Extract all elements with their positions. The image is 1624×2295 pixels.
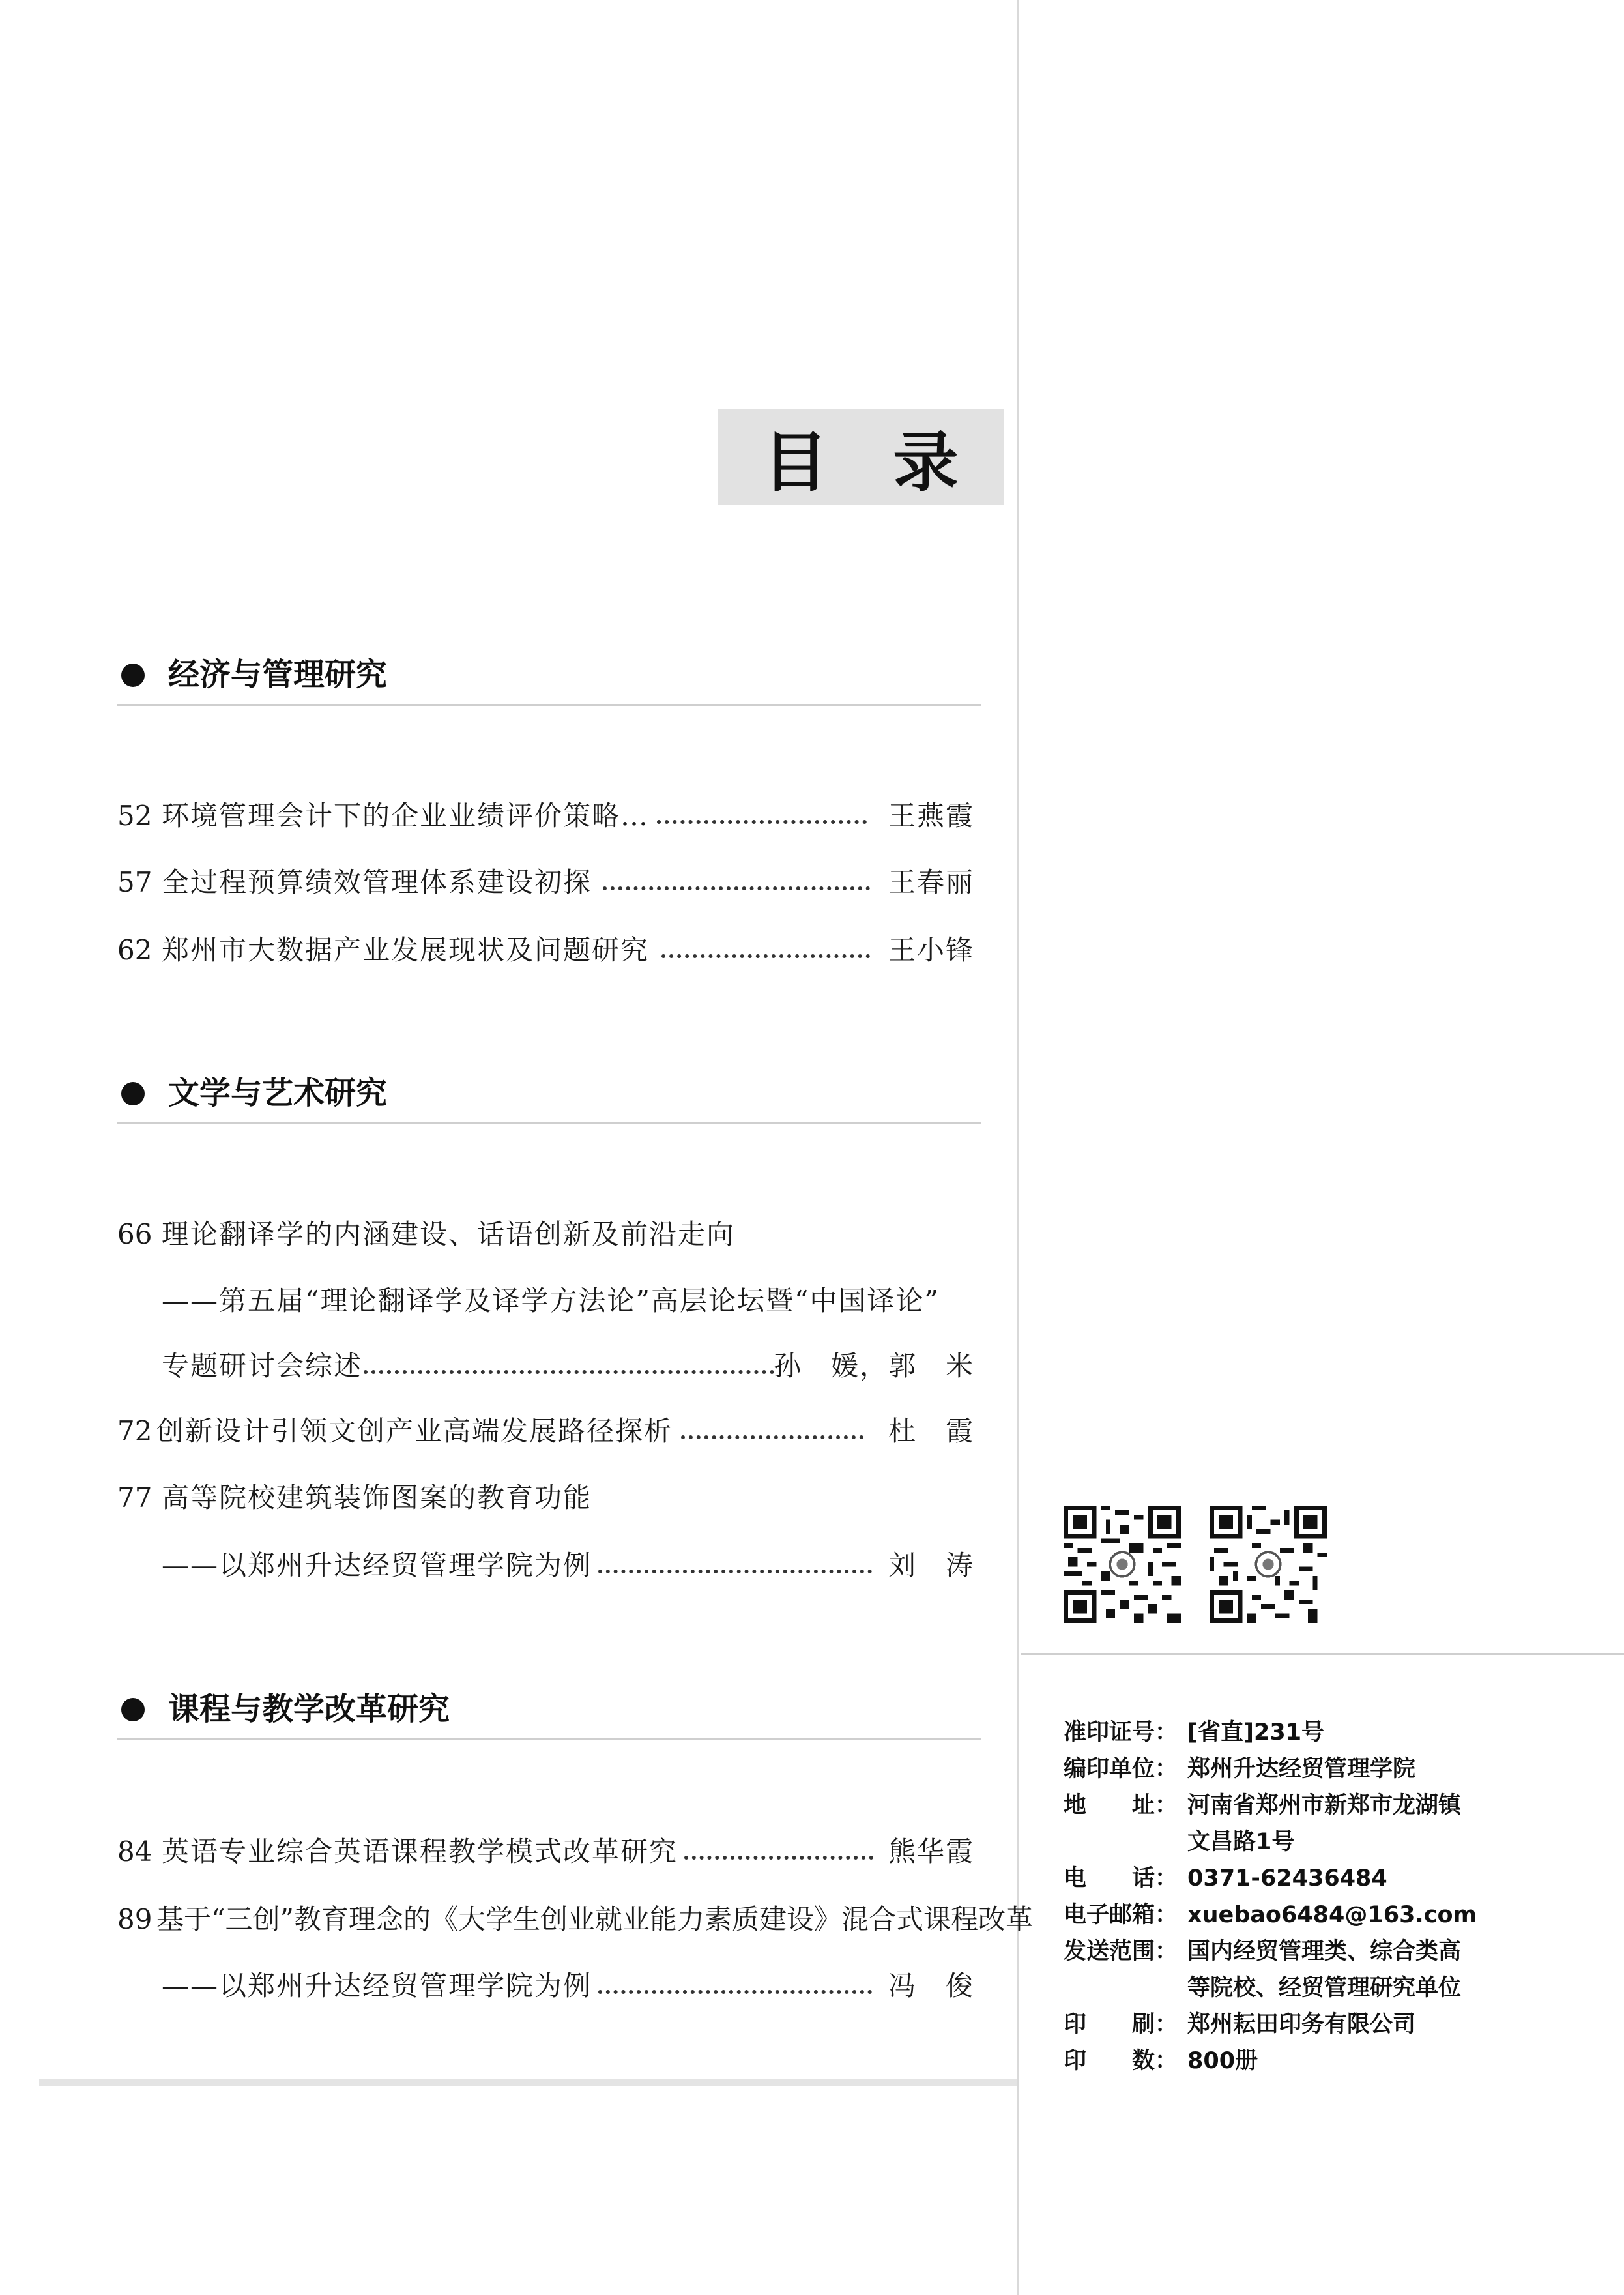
colophon-row [1064, 1824, 1611, 1860]
toc-entry[interactable] [117, 929, 981, 971]
dot-leader [684, 1856, 873, 1860]
entry-title: 英语专业综合英语课程教学模式改革研究 [162, 1835, 678, 1867]
entry-title: 高等院校建筑装饰图案的教育功能 [162, 1482, 592, 1513]
section-header [117, 1064, 981, 1124]
entry-title: 基于“三创”教育理念的《大学生创业就业能力素质建设》混合式课程改革 [156, 1903, 1033, 1935]
bullet-icon [121, 1082, 145, 1105]
colophon-label: 编印单位： [1064, 1756, 1178, 1782]
section-title: 经济与管理研究 [168, 656, 388, 693]
section-curriculum [117, 1680, 1033, 2002]
toc-entry-subtitle [117, 1545, 981, 1586]
colophon-row [1064, 1970, 1611, 2006]
colophon-label: 地 址： [1064, 1792, 1178, 1819]
toc-entry-subtitle [117, 1280, 981, 1322]
section-header [117, 1680, 981, 1740]
toc-entry[interactable] [117, 862, 981, 903]
page-number: 57 [117, 866, 152, 898]
entry-title: 环境管理会计下的企业业绩评价策略… [162, 800, 650, 832]
dot-leader [603, 886, 870, 890]
toc-entry[interactable] [117, 1477, 981, 1519]
section-header [117, 645, 981, 706]
page-number: 62 [117, 934, 152, 966]
colophon-value: 河南省郑州市新郑市龙湖镇 [1187, 1792, 1462, 1819]
colophon-label: 电子邮箱： [1064, 1902, 1178, 1928]
colophon-value: 等院校、经贸管理研究单位 [1187, 1975, 1462, 2001]
entry-author: 杜 霞 [888, 1415, 974, 1447]
page-number: 66 [117, 1218, 152, 1250]
entry-subtitle: ——第五届“理论翻译学及译学方法论”高层论坛暨“中国译论” [162, 1285, 940, 1317]
bullet-icon [121, 664, 145, 687]
toc-entry[interactable] [117, 1411, 981, 1452]
qr-code-icon [1210, 1506, 1327, 1623]
entry-title: 全过程预算绩效管理体系建设初探 [162, 866, 592, 898]
toc-title-box [718, 409, 1024, 505]
dot-leader [364, 1370, 774, 1374]
colophon-row [1064, 1933, 1611, 1970]
toc-entry-subtitle [117, 1965, 981, 2007]
entry-author: 王小锋 [888, 934, 974, 966]
colophon-value: 国内经贸管理类、综合类高 [1187, 1938, 1462, 1965]
toc-entry[interactable] [117, 1831, 981, 1873]
vertical-divider [1017, 0, 1019, 2295]
colophon-value: 0371-62436484 [1187, 1865, 1387, 1892]
colophon-row [1064, 2043, 1611, 2079]
bottom-rule [39, 2079, 1017, 2086]
entry-subtitle: ——以郑州升达经贸管理学院为例 [162, 1970, 592, 2002]
section-literature [117, 1064, 981, 1581]
colophon-value: 郑州升达经贸管理学院 [1187, 1756, 1416, 1782]
colophon-label: 发送范围： [1064, 1938, 1178, 1965]
page-number: 52 [117, 800, 152, 832]
colophon-value: 800册 [1187, 2048, 1258, 2074]
colophon-row [1064, 1860, 1611, 1897]
colophon-row [1064, 1897, 1611, 1933]
page-number: 77 [117, 1482, 152, 1513]
entry-author: 王春丽 [888, 866, 974, 898]
toc-entry[interactable] [117, 795, 981, 837]
toc-entry[interactable] [117, 1899, 1033, 1940]
entry-title: 郑州市大数据产业发展现状及问题研究 [162, 934, 650, 966]
toc-entry-subtitle [117, 1345, 981, 1387]
colophon-label: 电 话： [1064, 1865, 1178, 1892]
colophon-row [1064, 1714, 1611, 1751]
entry-title: 理论翻译学的内涵建设、话语创新及前沿走向 [162, 1218, 736, 1250]
page-number: 89 [117, 1903, 152, 1935]
section-title: 文学与艺术研究 [168, 1075, 388, 1111]
entry-author: 王燕霞 [888, 800, 974, 832]
colophon-label: 准印证号： [1064, 1719, 1178, 1746]
dot-leader [598, 1990, 872, 1994]
colophon-row [1064, 1787, 1611, 1824]
dot-leader [661, 954, 870, 958]
qr-code-icon [1064, 1506, 1181, 1623]
entry-author: 冯 俊 [888, 1970, 974, 2002]
bullet-icon [121, 1698, 145, 1721]
dot-leader [657, 820, 867, 824]
colophon-label: 印 刷： [1064, 2011, 1178, 2038]
dot-leader [681, 1435, 863, 1439]
colophon [1064, 1714, 1611, 2079]
colophon-value: [省直]231号 [1187, 1719, 1325, 1746]
dot-leader [598, 1570, 872, 1573]
colophon-label: 印 数： [1064, 2048, 1178, 2074]
section-economics [117, 645, 981, 966]
entry-subtitle: ——以郑州升达经贸管理学院为例 [162, 1549, 592, 1581]
side-divider [1021, 1653, 1624, 1655]
toc-entry[interactable] [117, 1214, 981, 1255]
page-number: 72 [117, 1415, 152, 1447]
colophon-value: 文昌路1号 [1187, 1829, 1295, 1855]
entry-title: 创新设计引领文创产业高端发展路径探析 [156, 1415, 673, 1447]
entry-author: 熊华霞 [888, 1835, 974, 1867]
colophon-value: 郑州耘田印务有限公司 [1187, 2011, 1416, 2038]
entry-subtitle: 专题研讨会综述 [162, 1350, 363, 1382]
toc-title: 目录 [762, 424, 1024, 501]
colophon-row [1064, 2006, 1611, 2043]
page-number: 84 [117, 1835, 152, 1867]
colophon-row [1064, 1751, 1611, 1787]
colophon-email: xuebao6484@163.com [1187, 1902, 1477, 1928]
entry-author: 孙 媛，郭 米 [773, 1350, 974, 1382]
section-title: 课程与教学改革研究 [168, 1691, 450, 1727]
entry-author: 刘 涛 [888, 1549, 974, 1581]
